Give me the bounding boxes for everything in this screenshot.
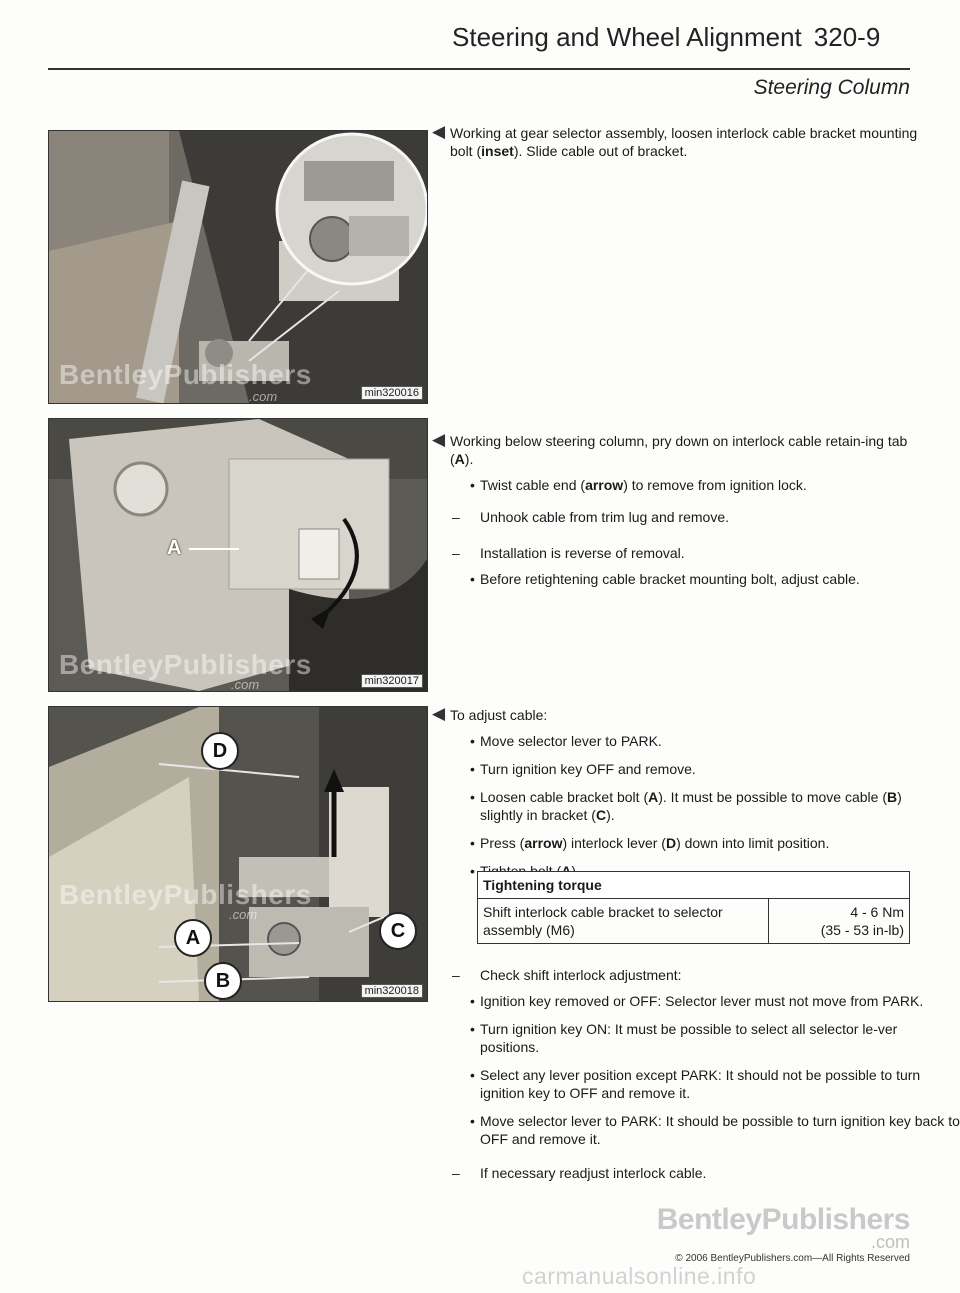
figure-interlock-adjustment [48, 706, 428, 1002]
footer-copyright: © 2006 BentleyPublishers.com—All Rights Reserved [675, 1253, 910, 1264]
table-row [478, 899, 910, 944]
list-item: • Ignition key removed or OFF: Selector lever must not move from PARK. [480, 992, 960, 1010]
figure-interlock-retaining-tab [48, 418, 428, 692]
section-title: Steering Column [753, 76, 910, 99]
callout-b: B [204, 962, 242, 1000]
dash-marker: – [452, 509, 460, 525]
footer-logo-com: .com [870, 1232, 910, 1252]
torque-item: Shift interlock cable bracket to selector assembly (M6) [478, 899, 769, 944]
watermark-com: .com [231, 677, 260, 692]
figure-gear-selector-bolt [48, 130, 428, 404]
torque-table [477, 871, 910, 944]
figure-id: min320018 [361, 984, 423, 998]
step-bullets [450, 732, 930, 880]
callout-a: A [174, 919, 212, 957]
list-item: • Select any lever position except PARK: It should not be possible to turn ignition key to OFF and remove it. [480, 1066, 960, 1102]
step-installation: – Installation is reverse of removal. • Before retightening cable bracket mounting bolt, adjust cable. [430, 544, 960, 598]
site-watermark: carmanualsonline.info [522, 1263, 757, 1289]
figure-2-label-a: A [167, 537, 182, 559]
dash-marker: – [452, 545, 460, 561]
figure-pointer-icon: ◀ [432, 704, 446, 723]
step-bullets [480, 570, 960, 588]
watermark-brand: BentleyPublishers [59, 359, 312, 390]
torque-value: 4 - 6 Nm (35 - 53 in-lb) [769, 899, 910, 944]
list-item: • Move selector lever to PARK: It should be possible to turn ignition key back to OFF and remove it. [480, 1112, 960, 1148]
figure-pointer-icon: ◀ [432, 430, 446, 449]
page-header [452, 22, 880, 53]
step-readjust: – If necessary readjust interlock cable. [452, 1165, 707, 1181]
dash-marker: – [452, 1165, 460, 1181]
list-item: • Loosen cable bracket bolt (A). It must be possible to move cable (B) slightly in bracket (C). [480, 788, 930, 824]
dash-marker: – [452, 967, 460, 983]
step-adjust-cable: ◀ To adjust cable: • Move selector lever to PARK. • Turn ignition key OFF and remove. • Loosen cable bracket bolt (A). It must be possible to move cable (B) slightly in bracket (C). • Press (arrow) interlock lever (D) down into limit position. • [430, 706, 930, 890]
figure-pointer-icon: ◀ [432, 122, 446, 141]
list-item: • Move selector lever to PARK. [480, 732, 930, 750]
watermark-brand: BentleyPublishers [59, 879, 312, 910]
list-item: • Press (arrow) interlock lever (D) down into limit position. [480, 834, 930, 852]
list-item: • Before retightening cable bracket mounting bolt, adjust cable. [480, 570, 960, 588]
list-item: • Turn ignition key ON: It must be possible to select all selector le-ver positions. [480, 1020, 960, 1056]
step-bullets [480, 992, 960, 1148]
figure-id: min320017 [361, 674, 423, 688]
step-loosen-bracket-bolt: ◀ Working at gear selector assembly, loosen interlock cable bracket mounting bolt (inset). Slide cable out of bracket. [432, 122, 918, 159]
watermark-com: .com [249, 389, 278, 404]
step-bullets [450, 476, 930, 494]
callout-d: D [201, 732, 239, 770]
step-pry-retaining-tab: ◀ Working below steering column, pry down on interlock cable retain-ing tab (A). • Twist cable end (arrow) to remove from ignition lock. [430, 432, 930, 504]
step-check-adjustment: – Check shift interlock adjustment: • Ignition key removed or OFF: Selector lever must not move from PARK. • Turn ignition key ON: It must be possible to select all selector le-ver positions. • Select any lever position except PARK: It should not be possible to turn ignition key to OFF and remove it. • Move selector lever to PARK: It should be possible to turn ignition key back to OFF and remove it. [430, 966, 960, 1158]
step-unhook-cable: – Unhook cable from trim lug and remove. [452, 509, 729, 525]
list-item: • Twist cable end (arrow) to remove from ignition lock. [480, 476, 930, 494]
watermark-brand: BentleyPublishers [59, 649, 312, 680]
callout-c: C [379, 912, 417, 950]
watermark-com: .com [229, 907, 258, 922]
figure-id: min320016 [361, 386, 423, 400]
page-number: 320-9 [813, 22, 881, 52]
list-item: • Turn ignition key OFF and remove. [480, 760, 930, 778]
footer-logo: BentleyPublishers [656, 1203, 910, 1236]
chapter-title: Steering and Wheel Alignment [452, 22, 802, 52]
header-rule [48, 68, 910, 70]
table-header: Tightening torque [478, 872, 910, 899]
